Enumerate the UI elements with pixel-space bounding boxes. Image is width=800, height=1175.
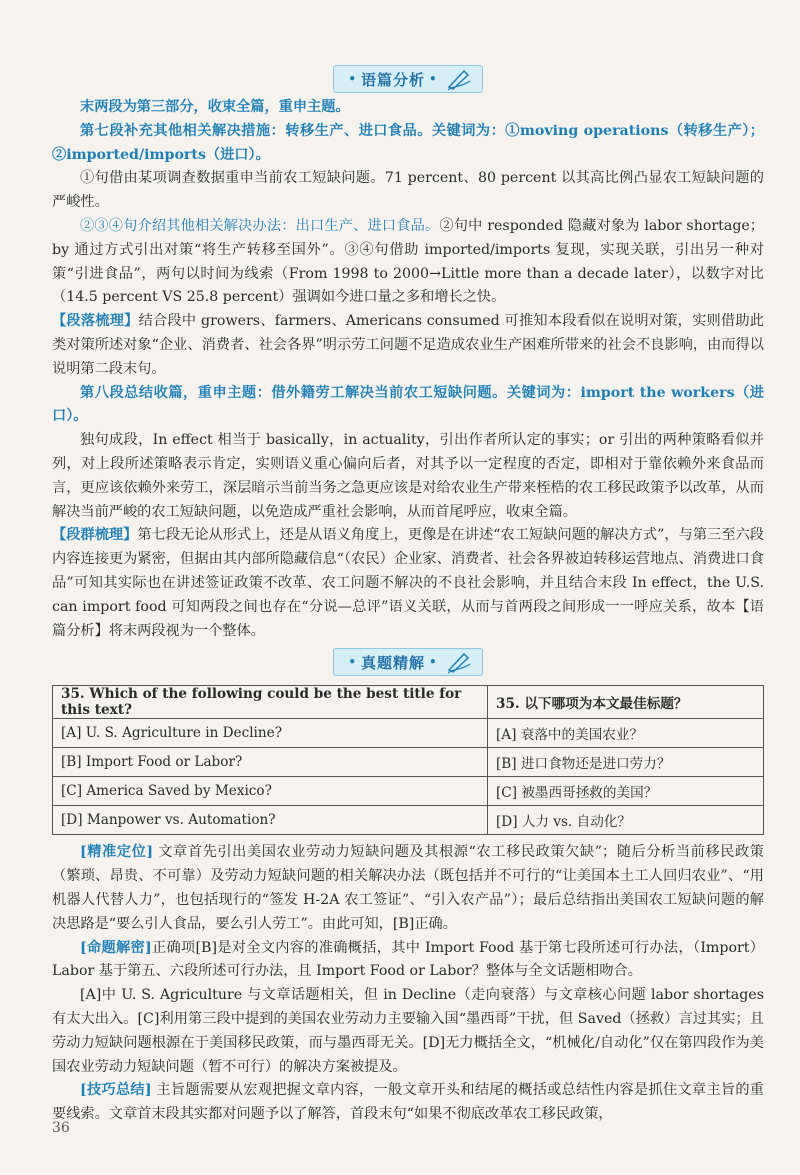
sentence-lead: ②③④句介绍其他相关解决办法：出口生产、进口食品。 [80,217,440,234]
option-zh: [D] 人力 vs. 自动化？ [488,806,764,835]
paragraph-keywords: 第七段补充其他相关解决措施：转移生产、进口食品。关键词为：①moving operations（转移生产）；②imported/imports（进口）。 [52,122,764,163]
question-en: 35. Which of the following could be the best title for this text? [53,686,488,719]
option-zh: [A] 衰落中的美国农业？ [488,719,764,748]
option-en: [B] Import Food or Labor? [53,748,488,777]
tag-label: [精准定位] [80,844,154,861]
table-row [53,719,764,748]
option-zh: [B] 进口食物还是进口劳力？ [488,748,764,777]
pen-icon [446,650,472,674]
tag-label: [技巧总结] [80,1082,152,1099]
paragraph-eighth: 第八段总结收篇，重申主题：借外籍劳工解决当前农工短缺问题。关键词为：import the workers（进口）。 [52,384,764,425]
sentence-body: ②句中 responded 隐藏对象为 labor shortage；by 通过方式引出对策“将生产转移至国外”。③④句借助 imported/imports 复现，实现关联，引出另一种对策“引进食品”，两句以时间为线索（From 1998 to 2000→Little more than a decade later），以数字对比（14.5 percent VS 25.8 percent）强调如今进口量之多和增长之快。 [52,217,764,306]
dot-icon: • [429,72,438,86]
tag-label: 【段落梳理】 [52,313,139,330]
paragraph-locate [52,841,764,936]
tag-label: [命题解密] [80,939,152,956]
paragraph-group [52,524,764,643]
paragraph-body: 结合段中 growers、farmers、Americans consumed 可推知本段看似在说明对策，实则借助此类对策所述对象“企业、消费者、社会各界”明示劳工问题不足造成农业生产困难所带来的社会不良影响，由而得以说明第二段末句。 [52,313,764,377]
section-banner [333,648,482,676]
option-en: [C] America Saved by Mexico? [53,777,488,806]
page-number: 36 [52,1120,70,1136]
question-table [52,685,764,835]
dot-icon: • [429,655,438,670]
table-header-row [53,686,764,719]
section-banner [333,65,482,93]
table-row [53,806,764,835]
section-title: 语篇分析 [360,70,425,89]
tag-label: 【段群梳理】 [52,527,138,544]
section-header-analysis [52,62,764,96]
page-content [52,62,764,1127]
paragraph-in-effect: 独句成段，In effect 相当于 basically，in actuality，引出作者所认定的事实；or 引出的两种策略看似并列，对上段所述策略表示肯定，实则语义重心偏向后者，对其予以一定程度的否定，即相对于靠依赖外来食品而言，更应该依赖外来劳工，深层暗示当前当务之急更应该是对给农业生产带来桎梏的农工移民政策予以改革，从而解决当前严峻的农工短缺问题，以免造成严重社会影响，从而首尾呼应，收束全篇。 [52,432,764,520]
paragraph-body: 第七段无论从形式上，还是从语义角度上，更像是在讲述“农工短缺问题的解决方式”，与第三至六段内容连接更为紧密，但据由其内部所隐藏信息“（农民）企业家、消费者、社会各界被迫转移运营地点、消费进口食品”可知其实际也在讲述签证政策不改革、农工问题不解决的不良社会影响，并且结合末段 In effect，the U.S. can import food 可知两段之间也存在“分说—总评”语义关联，从而与首两段之间形成一一呼应关系，故本【语篇分析】将末两段视为一个整体。 [52,527,764,639]
section-title: 真题精解 [360,653,425,672]
option-en: [D] Manpower vs. Automation? [53,806,488,835]
pen-icon [446,67,472,91]
table-row [53,777,764,806]
option-zh: [C] 被墨西哥拯救的美国？ [488,777,764,806]
dot-icon: • [348,655,357,670]
paragraph-tips [52,1079,764,1127]
paragraph-body: 主旨题需要从宏观把握文章内容，一般文章开头和结尾的概括或总结性内容是抓住文章主旨的重要线索。文章首末段其实都对问题予以了解答，首段末句“如果不彻底改革农工移民政策， [52,1082,764,1123]
paragraph-body: 正确项[B]是对全文内容的准确概括，其中 Import Food 基于第七段所述可行办法，（Import）Labor 基于第五、六段所述可行办法，且 Import Food or Labor？整体与全文话题相吻合。 [52,939,764,980]
paragraph-structure [52,310,764,381]
section-header-solution [52,645,764,679]
paragraph-sentence1: ①句借由某项调查数据重申当前农工短缺问题。71 percent、80 percent 以其高比例凸显农工短缺问题的严峻性。 [52,170,764,211]
paragraph-summary: 末两段为第三部分，收束全篇，重申主题。 [80,99,350,115]
paragraph-body: 文章首先引出美国农业劳动力短缺问题及其根源“农工移民政策欠缺”；随后分析当前移民政策（繁琐、昂贵、不可靠）及劳动力短缺问题的相关解决办法（既包括并不可行的“让美国本土工人回归农业”、“用机器人代替人力”，也包括现行的“签发 H-2A 农工签证”、“引入农产品”）；最后总结指出美国农工短缺问题的解决思路是“要么引人食品，要么引人劳工”。由此可知，[B]正确。 [52,844,764,932]
table-row [53,748,764,777]
paragraph-distractors: [A]中 U. S. Agriculture 与文章话题相关，但 in Decline（走向衰落）与文章核心问题 labor shortages 有太大出入。[C]利用第三段中提到的美国农业劳动力主要输入国“墨西哥”干扰，但 Saved（拯救）言过其实；且劳动力短缺问题根源在于美国移民政策，而与墨西哥无关。[D]无力概括全文，“机械化/自动化”仅在第四段作为美国农业劳动力短缺问题（暂不可行）的解决方案被提及。 [52,987,764,1075]
question-zh: 35. 以下哪项为本文最佳标题？ [488,686,764,719]
option-en: [A] U. S. Agriculture in Decline? [53,719,488,748]
paragraph-sentence234 [52,215,764,310]
paragraph-decode [52,937,764,985]
dot-icon: • [348,72,357,86]
